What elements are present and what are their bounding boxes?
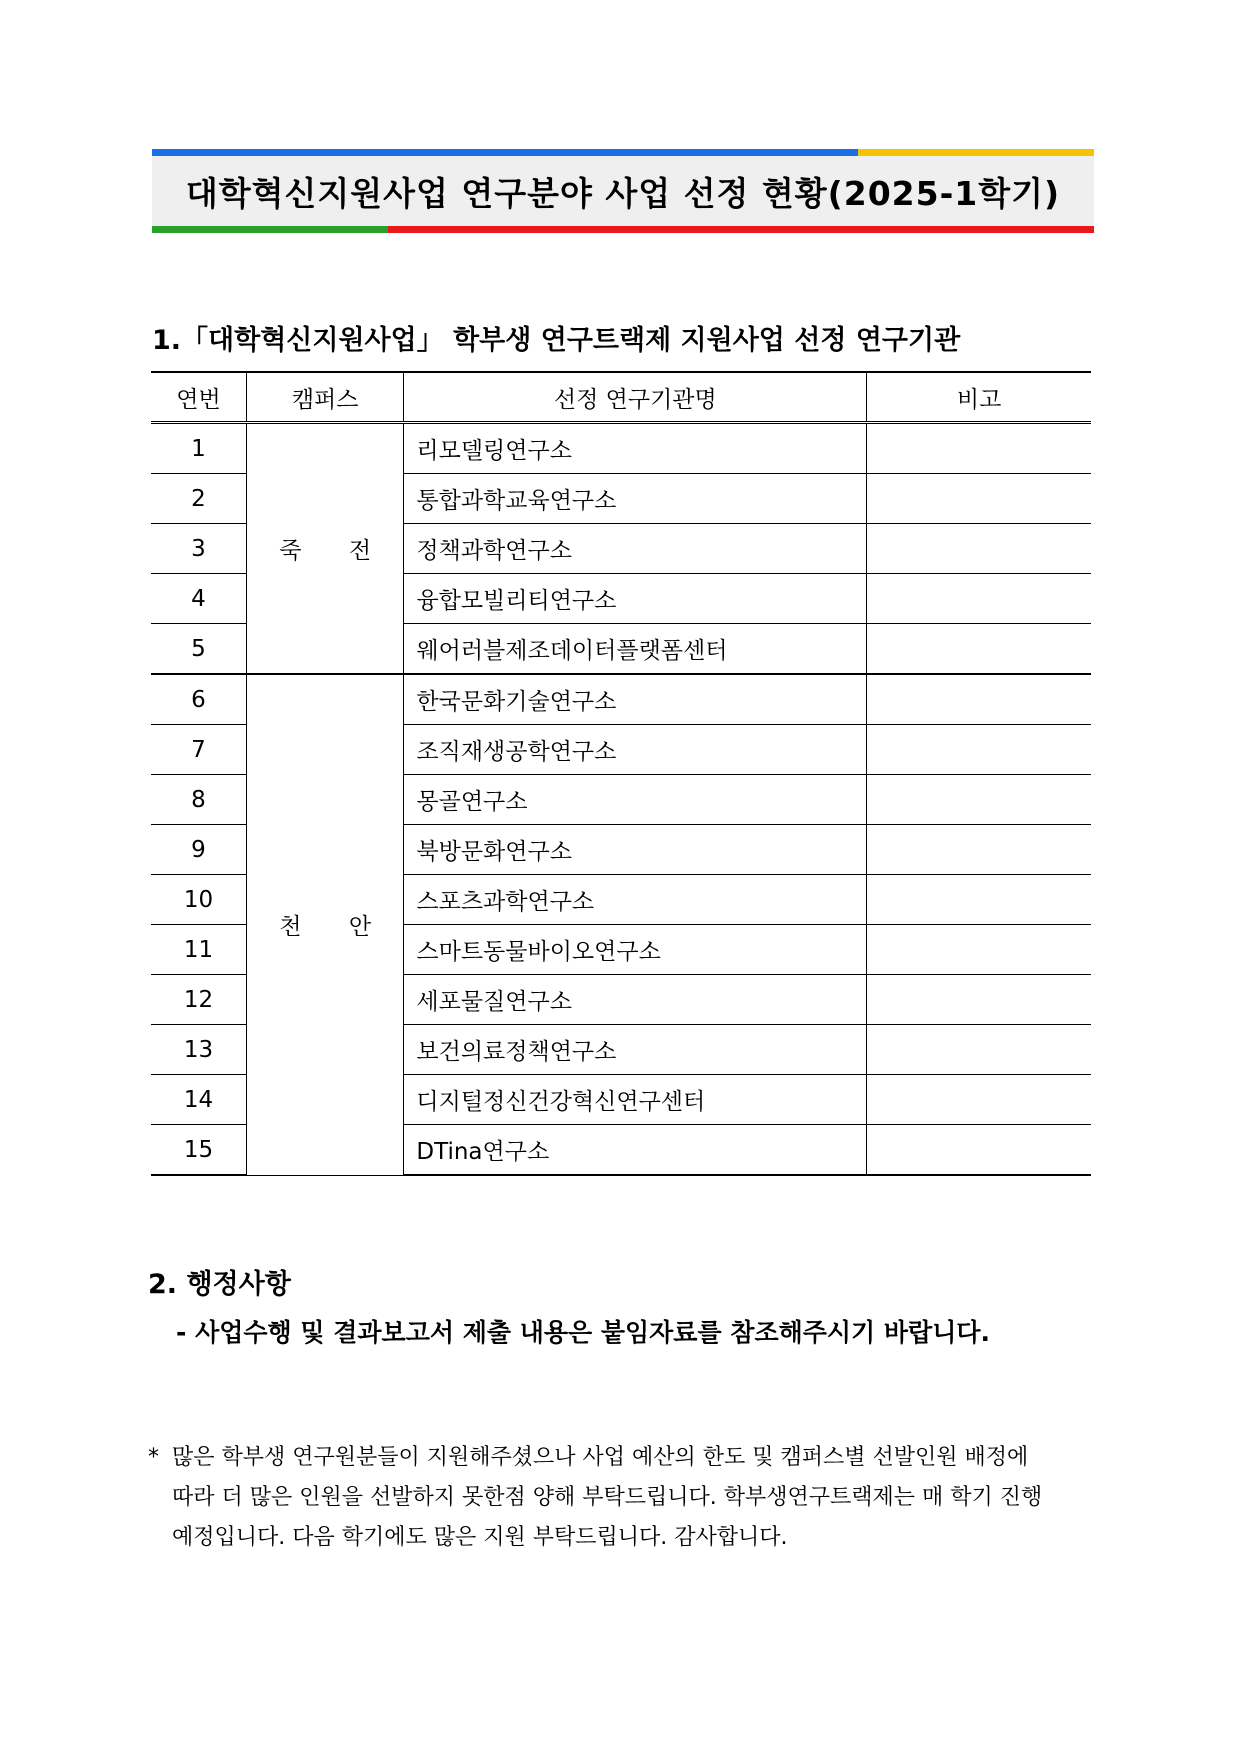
institution-name: 세포물질연구소 xyxy=(404,975,867,1025)
section1-heading: 1.「대학혁신지원사업」 학부생 연구트랙제 지원사업 선정 연구기관 xyxy=(152,325,961,356)
institution-name: 통합과학교육연구소 xyxy=(404,474,867,524)
row-number: 7 xyxy=(151,725,246,775)
footnote-marker: * xyxy=(148,1445,159,1470)
row-number: 11 xyxy=(151,925,246,975)
row-number: 14 xyxy=(151,1075,246,1125)
banner-bottom-red-bar xyxy=(388,226,1094,233)
institution-name: 스마트동물바이오연구소 xyxy=(404,925,867,975)
footnote xyxy=(148,1438,1096,1558)
header-number: 연번 xyxy=(151,372,246,423)
table-row xyxy=(151,423,1091,474)
title-banner xyxy=(152,149,1094,233)
institution-name: 조직재생공학연구소 xyxy=(404,725,867,775)
campus-cell: 죽 전 xyxy=(246,423,403,675)
row-note xyxy=(867,725,1091,775)
row-number: 6 xyxy=(151,674,246,725)
banner-top-blue-bar xyxy=(152,149,858,156)
institution-name: 북방문화연구소 xyxy=(404,825,867,875)
row-number: 3 xyxy=(151,524,246,574)
institution-name: 웨어러블제조데이터플랫폼센터 xyxy=(404,624,867,675)
header-campus: 캠퍼스 xyxy=(246,372,403,423)
row-number: 1 xyxy=(151,423,246,474)
row-note xyxy=(867,975,1091,1025)
row-note xyxy=(867,875,1091,925)
header-institution-name: 선정 연구기관명 xyxy=(404,372,867,423)
institution-name: 정책과학연구소 xyxy=(404,524,867,574)
campus-cell: 천 안 xyxy=(246,674,403,1175)
row-number: 10 xyxy=(151,875,246,925)
row-note xyxy=(867,925,1091,975)
row-number: 4 xyxy=(151,574,246,624)
row-number: 8 xyxy=(151,775,246,825)
table-row xyxy=(151,674,1091,725)
row-note xyxy=(867,825,1091,875)
row-note xyxy=(867,524,1091,574)
row-note xyxy=(867,674,1091,725)
table-header-row xyxy=(151,372,1091,423)
institution-name: 몽골연구소 xyxy=(404,775,867,825)
institution-name: 한국문화기술연구소 xyxy=(404,674,867,725)
banner-bottom-green-bar xyxy=(152,226,388,233)
header-note: 비고 xyxy=(867,372,1091,423)
row-number: 15 xyxy=(151,1125,246,1176)
row-number: 13 xyxy=(151,1025,246,1075)
row-note xyxy=(867,474,1091,524)
row-note xyxy=(867,775,1091,825)
footnote-line: 따라 더 많은 인원을 선발하지 못한점 양해 부탁드립니다. 학부생연구트랙제는 매 학기 진행 xyxy=(172,1485,1043,1510)
row-note xyxy=(867,1025,1091,1075)
section2-heading: 2. 행정사항 xyxy=(148,1269,291,1300)
row-number: 2 xyxy=(151,474,246,524)
banner-top-yellow-bar xyxy=(858,149,1094,156)
footnote-line: 많은 학부생 연구원분들이 지원해주셨으나 사업 예산의 한도 및 캠퍼스별 선발인원 배정에 xyxy=(172,1445,1029,1470)
row-note xyxy=(867,574,1091,624)
row-note xyxy=(867,1075,1091,1125)
institution-name: 융합모빌리티연구소 xyxy=(404,574,867,624)
row-number: 5 xyxy=(151,624,246,675)
institution-name: 디지털정신건강혁신연구센터 xyxy=(404,1075,867,1125)
section2-item: - 사업수행 및 결과보고서 제출 내용은 붙임자료를 참조해주시기 바랍니다. xyxy=(176,1318,991,1347)
page-title: 대학혁신지원사업 연구분야 사업 선정 현황(2025-1학기) xyxy=(185,173,1061,213)
row-number: 9 xyxy=(151,825,246,875)
row-note xyxy=(867,1125,1091,1176)
institution-name: 스포츠과학연구소 xyxy=(404,875,867,925)
institution-name: DTina연구소 xyxy=(404,1125,867,1176)
row-number: 12 xyxy=(151,975,246,1025)
institution-name: 리모델링연구소 xyxy=(404,423,867,474)
row-note xyxy=(867,423,1091,474)
institution-name: 보건의료정책연구소 xyxy=(404,1025,867,1075)
footnote-line: 예정입니다. 다음 학기에도 많은 지원 부탁드립니다. 감사합니다. xyxy=(172,1525,788,1550)
row-note xyxy=(867,624,1091,675)
institution-table xyxy=(151,371,1091,1176)
